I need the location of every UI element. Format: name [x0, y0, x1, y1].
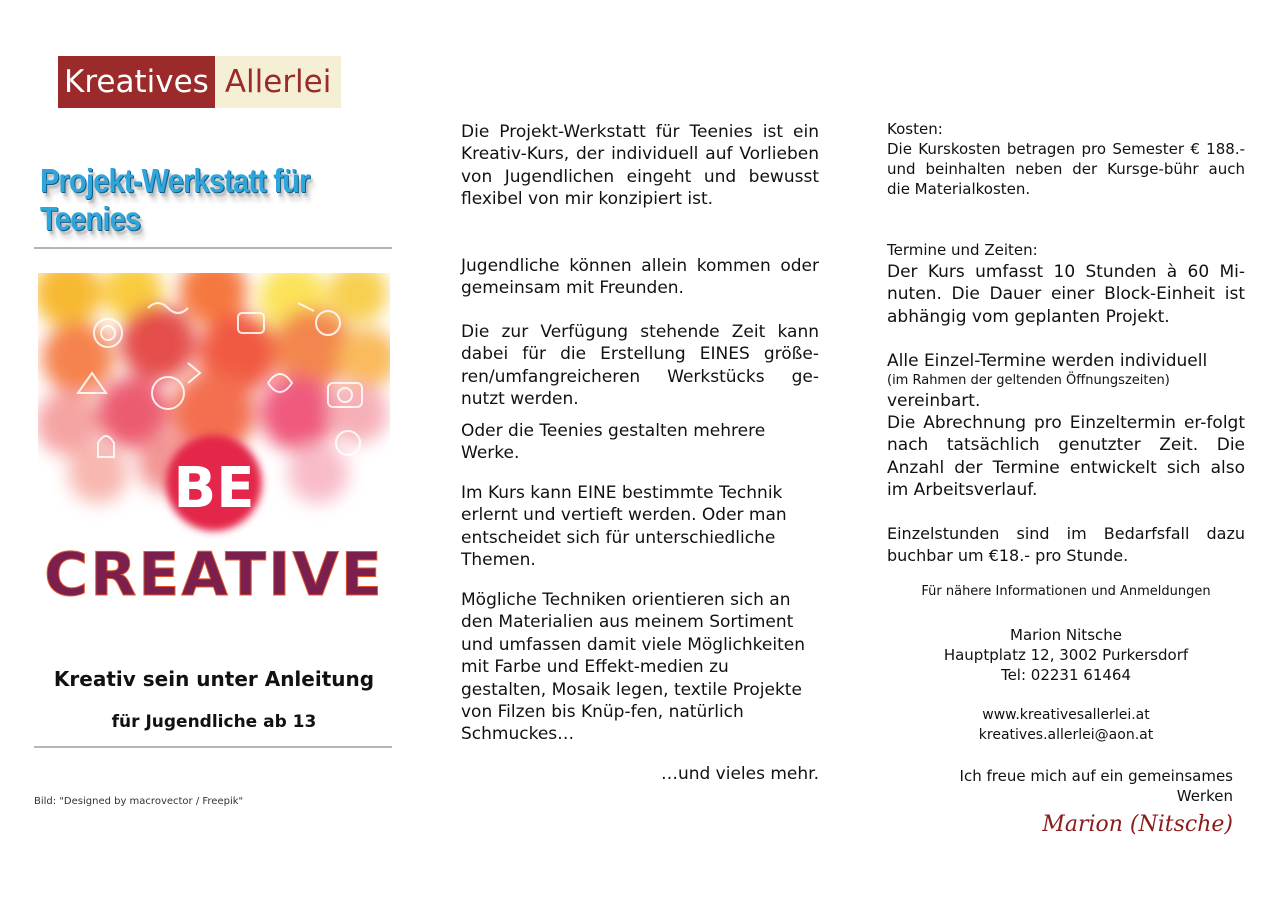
- costs-heading: Kosten:: [887, 120, 943, 138]
- extra-hours-text: Einzelstunden sind im Bedarfsfall dazu buchbar um €18.- pro Stunde.: [887, 524, 1245, 565]
- contact-phone: Tel: 02231 61464: [1000, 666, 1132, 684]
- info-line: Für nähere Informationen und Anmeldungen: [921, 584, 1211, 599]
- email-link[interactable]: kreatives.allerlei@aon.at: [978, 727, 1154, 743]
- logo-part-allerlei: Allerlei: [215, 56, 342, 108]
- paragraph-alone-or-friends: Jugendliche können allein kommen oder gemeinsam mit Freunden.: [461, 256, 819, 299]
- appointments-text: Alle Einzel-Termine werden individuell: [887, 351, 1208, 371]
- tagline: Kreativ sein unter Anleitung: [53, 667, 375, 691]
- appointments-agreed: vereinbart.: [887, 391, 981, 411]
- paragraph-possible-techniques: Mögliche Techniken orientieren sich an den Materialien aus meinem Sortiment und umfassen damit viele Möglichkeiten mit Farbe und Effekt-medien zu gestalten, Mosaik legen, textile Projekte von Filzen bis Knüp-fen, natürlich Schmuckes…: [461, 590, 805, 745]
- course-title: Projekt-Werkstatt für Teenies: [40, 163, 310, 238]
- be-creative-illustration: [38, 273, 390, 613]
- paragraph-techniques-choice: Im Kurs kann EINE bestimmte Technik erlernt und vertieft werden. Oder man entscheidet sich für unterschiedliche Themen.: [461, 483, 787, 571]
- left-column: [0, 0, 430, 905]
- logo-part-kreatives: Kreatives: [58, 56, 215, 108]
- contact-address: Hauptplatz 12, 3002 Purkersdorf: [943, 646, 1189, 664]
- appointments-note: (im Rahmen der geltenden Öffnungszeiten): [887, 373, 1170, 388]
- audience: für Jugendliche ab 13: [111, 712, 317, 732]
- paragraph-and-more: …und vieles mehr.: [660, 764, 819, 784]
- image-credit: Bild: "Designed by macrovector / Freepik": [34, 796, 244, 807]
- times-text: Der Kurs umfasst 10 Stunden à 60 Mi-nuten. Die Dauer einer Block-Einheit ist abhängig vom geplanten Projekt.: [887, 262, 1245, 327]
- paragraph-several-works: Oder die Teenies gestalten mehrere Werke.: [461, 421, 766, 464]
- logo: [58, 56, 341, 108]
- billing-text: Die Abrechnung pro Einzeltermin er-folgt nach tatsächlich genutzter Zeit. Die Anzahl der Termine entwickelt sich also im Arbeitsverlauf.: [887, 413, 1245, 501]
- art-word-creative: CREATIVE: [44, 540, 384, 610]
- website-link[interactable]: www.kreativesallerlei.at: [982, 707, 1150, 723]
- paragraph-time-usage: Die zur Verfügung stehende Zeit kann dabei für die Erstellung EINES größe-ren/umfangreicheren Werkstücks ge-nutzt werden.: [461, 322, 819, 410]
- divider-top: [34, 247, 392, 249]
- intro-paragraph: Die Projekt-Werkstatt für Teenies ist ein Kreativ-Kurs, der individuell auf Vorlieben von Jugendlichen eingeht und bewusst flexibel von mir konzipiert ist.: [461, 122, 819, 210]
- times-heading: Termine und Zeiten:: [887, 241, 1038, 259]
- signature: Marion (Nitsche): [1042, 812, 1233, 837]
- closing-line-1: Ich freue mich auf ein gemeinsames: [959, 767, 1233, 785]
- divider-bottom: [34, 746, 392, 748]
- contact-name: Marion Nitsche: [1010, 626, 1122, 644]
- art-word-be: BE: [173, 456, 255, 521]
- costs-text: Die Kurskosten betragen pro Semester € 188.- und beinhalten neben der Kursge-bühr auch die Materialkosten.: [887, 140, 1245, 198]
- closing-line-2: Werken: [1176, 787, 1233, 805]
